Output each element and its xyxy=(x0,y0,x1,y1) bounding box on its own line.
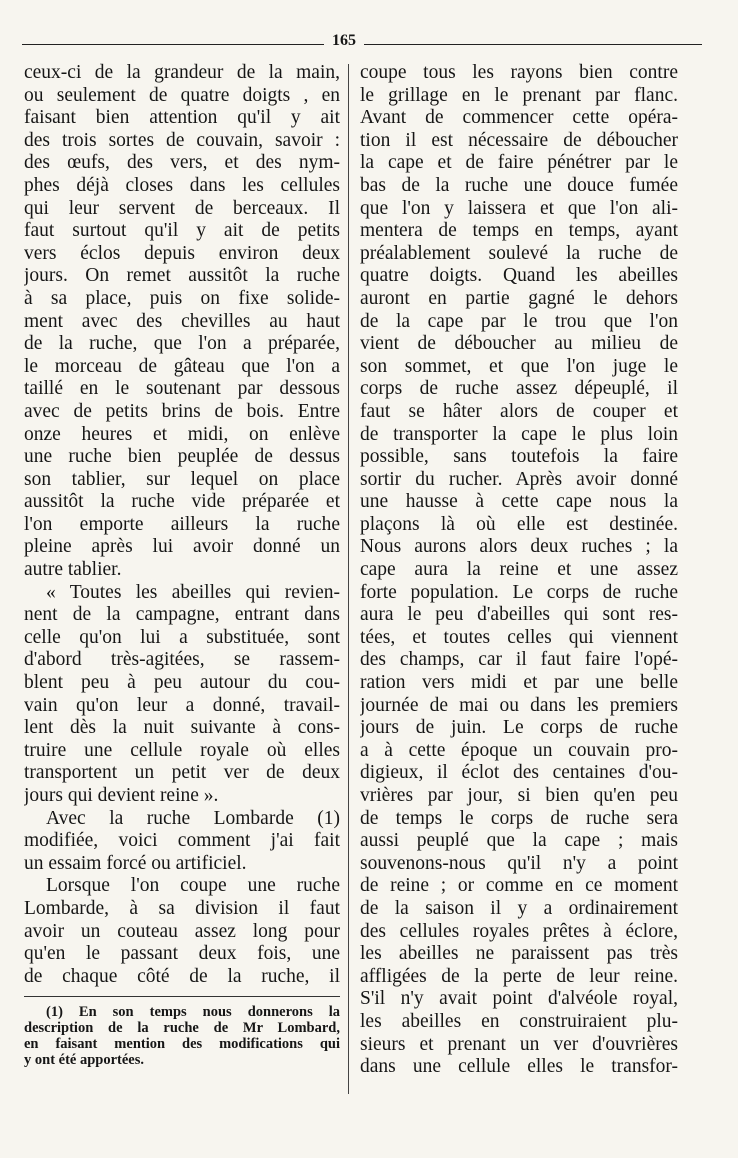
text-line: autre tablier. xyxy=(24,559,122,581)
text-line: Lombarde, à sa division il faut xyxy=(24,897,340,919)
text-line: aussi peuplé que la cape ; mais xyxy=(360,830,678,852)
text-line: coupe tous les rayons bien contre xyxy=(360,62,678,83)
text-line: pleine après lui avoir donné un xyxy=(24,536,340,558)
text-line: faut se hâter alors de couper et xyxy=(360,400,678,422)
text-line: tion il est nécessaire de déboucher xyxy=(360,129,678,151)
text-line: onze heures et midi, on enlève xyxy=(24,423,340,445)
text-line: quatre doigts. Quand les abeilles xyxy=(360,265,678,287)
text-line: S'il n'y avait point d'alvéole royal, xyxy=(360,988,678,1010)
text-line: aura le peu d'abeilles qui sont res- xyxy=(360,604,678,626)
text-line: de la saison il y a ordinairement xyxy=(360,897,678,919)
footnote-rule xyxy=(24,996,340,997)
text-line: bas de la ruche une douce fumée xyxy=(360,174,678,196)
text-line: corps de ruche assez dépeuplé, il xyxy=(360,378,678,400)
text-line: lent dès la nuit suivante à cons- xyxy=(24,717,340,739)
text-line: ration vers midi et par une belle xyxy=(360,672,678,694)
header-rule-right xyxy=(364,44,702,45)
text-line: jours. On remet aussitôt la ruche xyxy=(24,265,340,287)
text-line: truire une cellule royale où elles xyxy=(24,739,340,761)
text-line: phes déjà closes dans les cellules xyxy=(24,174,340,196)
left-column xyxy=(24,62,340,988)
header-rule-left xyxy=(22,44,324,45)
text-line: ceux-ci de la grandeur de la main, xyxy=(24,62,340,83)
text-line: en faisant mention des modifications qui xyxy=(24,1036,340,1052)
footnote xyxy=(24,1004,340,1068)
text-line: des trois sortes de couvain, savoir : xyxy=(24,129,340,151)
text-line: que l'on y laissera et que l'on ali- xyxy=(360,197,678,219)
text-line: les abeilles ne paraissent pas très xyxy=(360,943,678,965)
text-line: ou seulement de quatre doigts , en xyxy=(24,84,340,106)
page-header xyxy=(22,30,702,60)
text-line: aussitôt la ruche vide préparée et xyxy=(24,491,340,513)
text-line: digieux, il éclot des centaines d'ou- xyxy=(360,762,678,784)
text-line: journée de mai ou dans les premiers xyxy=(360,694,678,716)
text-line: des œufs, des vers, et des nym- xyxy=(24,152,340,174)
text-line: de reine ; or comme en ce moment xyxy=(360,875,678,897)
text-line: une hausse à cette cape nous la xyxy=(360,491,678,513)
text-line: ment avec des chevilles au haut xyxy=(24,310,340,332)
text-line: description de la ruche de Mr Lombard, xyxy=(24,1020,340,1036)
text-line: « Toutes les abeilles qui revien- xyxy=(46,581,340,603)
text-line: transportent un petit ver de deux xyxy=(24,762,340,784)
text-line: cape aura la reine et une assez xyxy=(360,559,678,581)
text-line: une ruche bien peuplée de dessus xyxy=(24,446,340,468)
text-line: sortir du rucher. Après avoir donné xyxy=(360,468,678,490)
text-line: de chaque côté de la ruche, il xyxy=(24,965,340,987)
text-line: mentera de temps en temps, ayant xyxy=(360,220,678,242)
text-line: le grillage en le prenant par flanc. xyxy=(360,84,678,106)
text-line: affligées de la perte de leur reine. xyxy=(360,965,678,987)
text-line: de la cape par le trou que l'on xyxy=(360,310,678,332)
text-line: les abeilles en construiraient plu- xyxy=(360,1010,678,1032)
column-divider xyxy=(348,64,349,1094)
text-line: avec de petits brins de bois. Entre xyxy=(24,400,340,422)
text-line: qui leur servent de berceaux. Il xyxy=(24,197,340,219)
text-line: des champs, car il faut faire l'opé- xyxy=(360,649,678,671)
text-line: Avec la ruche Lombarde (1) xyxy=(46,807,340,829)
text-line: faisant bien attention qu'il y ait xyxy=(24,107,340,129)
text-line: dans une cellule elles le transfor- xyxy=(360,1056,678,1078)
text-line: celle qu'on lui a substituée, sont xyxy=(24,626,340,648)
text-line: Lorsque l'on coupe une ruche xyxy=(46,875,340,897)
text-line: Avant de commencer cette opéra- xyxy=(360,107,678,129)
text-line: le morceau de gâteau que l'on a xyxy=(24,355,340,377)
text-line: la cape et de faire pénétrer par le xyxy=(360,152,678,174)
text-line: jours qui devient reine ». xyxy=(24,785,219,806)
text-line: vrières par jour, si bien qu'en peu xyxy=(360,785,678,806)
text-line: taillé en le soutenant par dessous xyxy=(24,378,340,400)
text-line: (1) En son temps nous donnerons la xyxy=(46,1004,340,1020)
text-line: faut surtout qu'il y ait de petits xyxy=(24,220,340,242)
text-line: forte population. Le corps de ruche xyxy=(360,581,678,603)
text-line: vient de déboucher au milieu de xyxy=(360,333,678,355)
text-line: son sommet, et que l'on juge le xyxy=(360,355,678,377)
text-line: son tablier, sur lequel on place xyxy=(24,468,340,490)
text-line: de transporter la cape le plus loin xyxy=(360,423,678,445)
text-line: des cellules royales prêtes à éclore, xyxy=(360,920,678,942)
text-line: sieurs et prenant un ver d'ouvrières xyxy=(360,1033,678,1055)
text-line: l'on emporte ailleurs la ruche xyxy=(24,513,340,535)
text-line: nent de la campagne, entrant dans xyxy=(24,604,340,626)
text-line: possible, sans toutefois la faire xyxy=(360,446,678,468)
text-line: qu'en le passant deux fois, une xyxy=(24,943,340,965)
text-line: plaçons là où elle est destinée. xyxy=(360,513,678,535)
text-line: y ont été apportées. xyxy=(24,1052,145,1068)
text-line: modifiée, voici comment j'ai fait xyxy=(24,830,340,852)
text-line: blent peu à peu autour du cou- xyxy=(24,672,340,694)
text-line: préalablement soulevé la ruche de xyxy=(360,242,678,264)
text-line: auront en partie gagné le dehors xyxy=(360,287,678,309)
text-line: d'abord très-agitées, se rassem- xyxy=(24,649,340,671)
text-line: un essaim forcé ou artificiel. xyxy=(24,852,247,874)
text-line: souvenons-nous qu'il n'y a point xyxy=(360,852,678,874)
text-line: Nous aurons alors deux ruches ; la xyxy=(360,536,678,558)
text-line: vers éclos depuis environ deux xyxy=(24,242,340,264)
text-line: avoir un couteau assez long pour xyxy=(24,920,340,942)
text-line: jours de juin. Le corps de ruche xyxy=(360,717,678,739)
text-line: à sa place, puis on fixe solide- xyxy=(24,287,340,309)
text-line: a à cette époque un couvain pro- xyxy=(360,739,678,761)
text-line: de la ruche, que l'on a préparée, xyxy=(24,333,340,355)
page-number: 165 xyxy=(332,32,356,49)
text-line: vain qu'on leur a donné, travail- xyxy=(24,694,340,716)
right-column xyxy=(360,62,678,1079)
text-line: tées, et toutes celles qui viennent xyxy=(360,626,678,648)
text-line: de temps le corps de ruche sera xyxy=(360,807,678,829)
